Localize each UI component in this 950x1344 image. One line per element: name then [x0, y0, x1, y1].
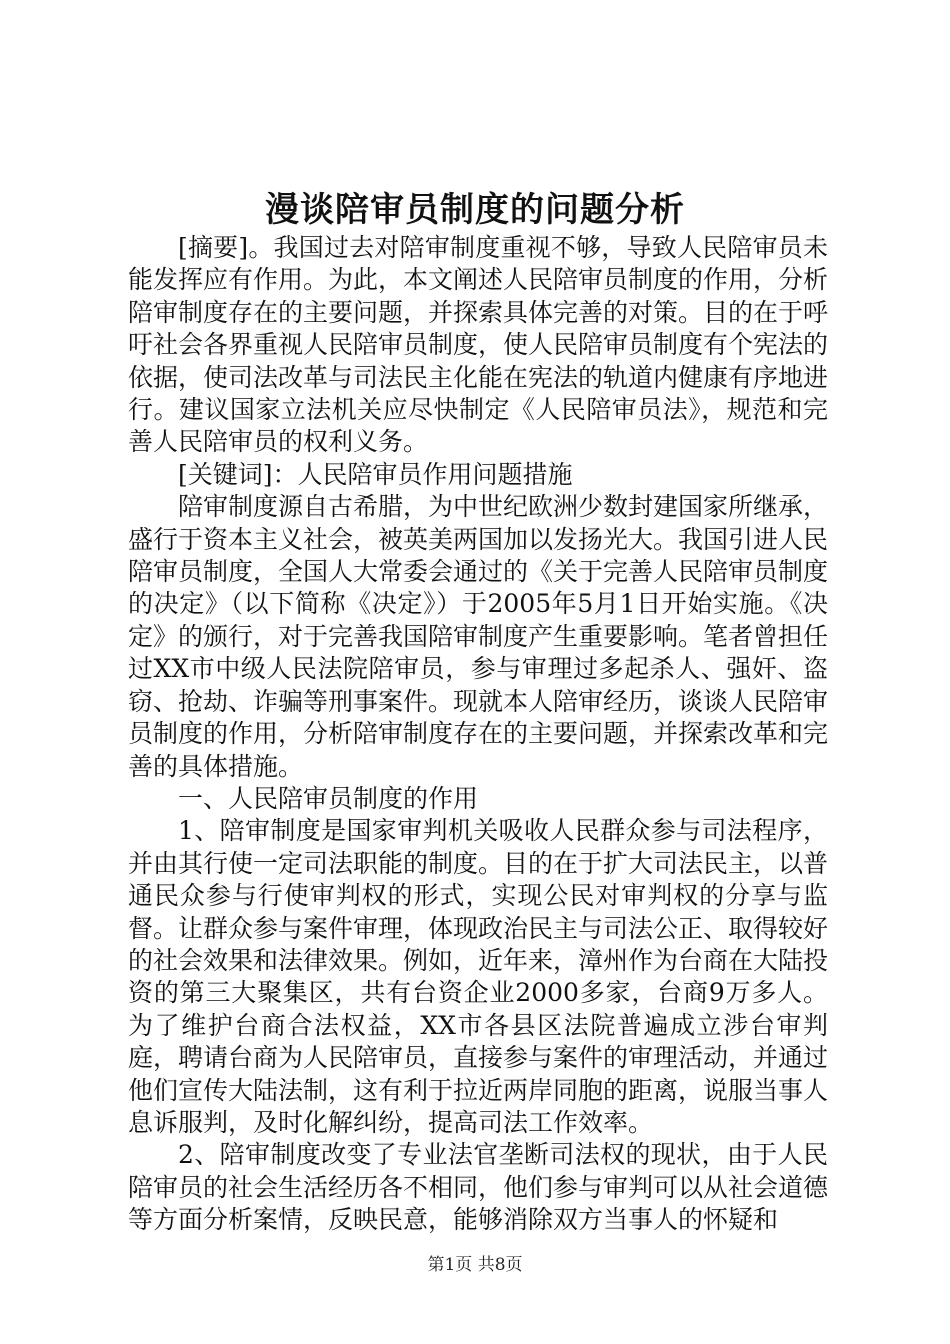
page-footer: 第1页 共8页 — [427, 1255, 523, 1275]
body-paragraph-2: 2、陪审制度改变了专业法官垄断司法权的现状，由于人民陪审员的社会生活经历各不相同，他们参与审判可以从社会道德等方面分析案情，反映民意，能够消除双方当事人的怀疑和 — [128, 1140, 829, 1235]
document-body — [128, 232, 828, 1237]
document-title: 漫谈陪审员制度的问题分析 — [265, 190, 685, 230]
section-heading: 一、人民陪审员制度的作用 — [178, 783, 479, 813]
abstract-paragraph: [摘要]。我国过去对陪审制度重视不够，导致人民陪审员未能发挥应有作用。为此，本文阐述人民陪审员制度的作用，分析陪审制度存在的主要问题，并探索具体完善的对策。目的在于呼吁社会各界重视人民陪审员制度，使人民陪审员制度有个宪法的依据，使司法改革与司法民主化能在宪法的轨道内健康有序地进行。建议国家立法机关应尽快制定《人民陪审员法》，规范和完善人民陪审员的权利义务。 — [128, 233, 829, 457]
keywords-paragraph: [关键词]：人民陪审员作用问题措施 — [178, 459, 573, 489]
body-paragraph-1: 1、陪审制度是国家审判机关吸收人民群众参与司法程序，并由其行使一定司法职能的制度。目的在于扩大司法民主，以普通民众参与行使审判权的形式，实现公民对审判权的分享与监督。让群众参与案件审理，体现政治民主与司法公正、取得较好的社会效果和法律效果。例如，近年来，漳州作为台商在大陆投资的第三大聚集区，共有台资企业2000多家，台商9万多人。为了维护台商合法权益，XX市各县区法院普遍成立涉台审判庭，聘请台商为人民陪审员，直接参与案件的审理活动，并通过他们宣传大陆法制，这有利于拉近两岸同胞的距离，说服当事人息诉服判，及时化解纠纷，提高司法工作效率。 — [128, 816, 829, 1137]
intro-paragraph: 陪审制度源自古希腊，为中世纪欧洲少数封建国家所继承，盛行于资本主义社会，被英美两国加以发扬光大。我国引进人民陪审员制度，全国人大常委会通过的《关于完善人民陪审员制度的决定》（以下简称《决定》）于2005年5月1日开始实施。《决定》的颁行，对于完善我国陪审制度产生重要影响。笔者曾担任过XX市中级人民法院陪审员，参与审理过多起杀人、强奸、盗窃、抢劫、诈骗等刑事案件。现就本人陪审经历，谈谈人民陪审员制度的作用，分析陪审制度存在的主要问题，并探索改革和完善的具体措施。 — [128, 492, 829, 781]
